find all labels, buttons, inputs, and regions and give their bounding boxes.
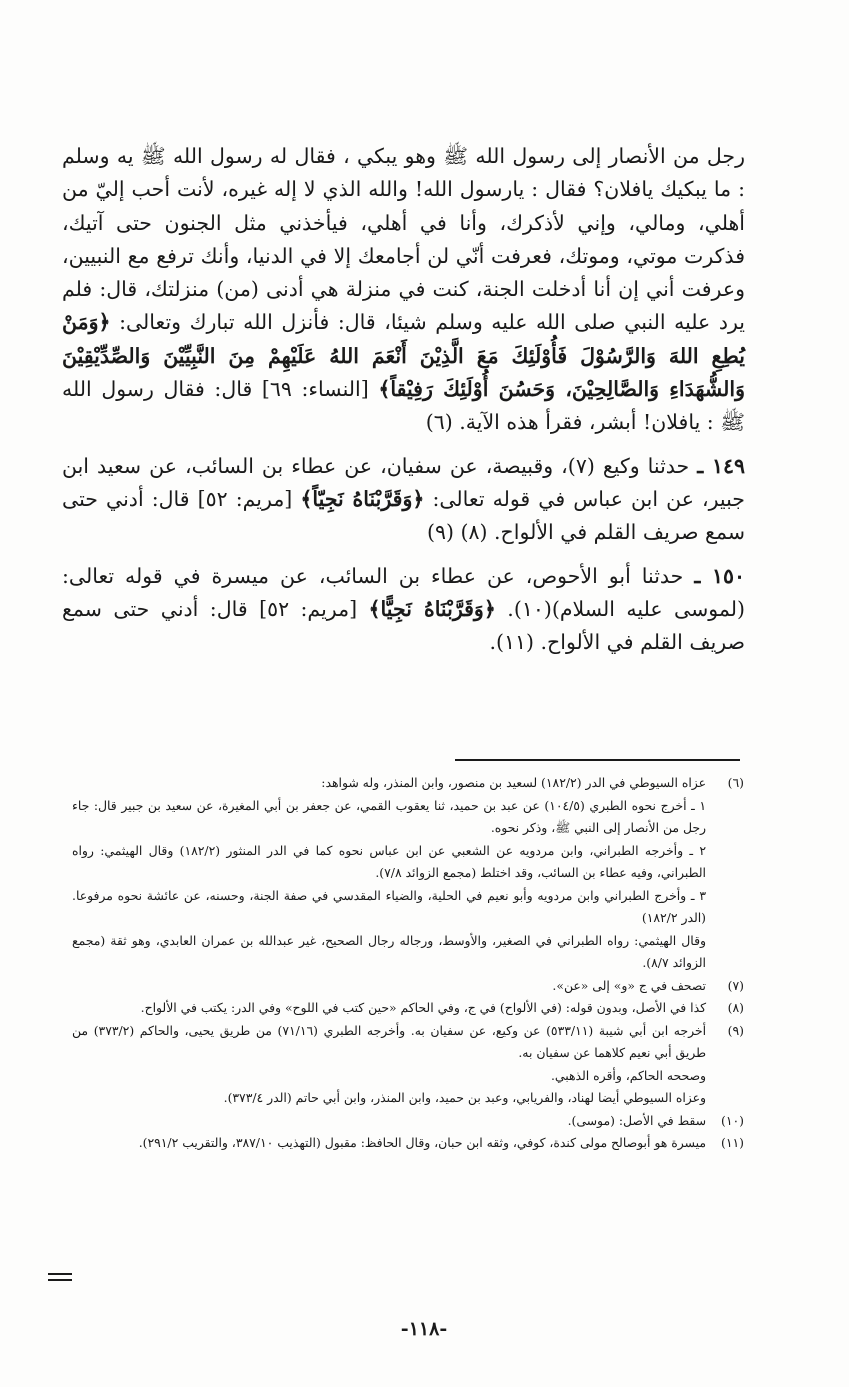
footnote-line: كذا في الأصل، وبدون قوله: (في الألواح) في ج، وفي الحاكم «حين كتب في اللوح» وفي الدر: يكتب في الألواح. — [140, 1000, 706, 1015]
footnote-line: وصححه الحاكم، وأقره الذهبي. — [550, 1067, 706, 1083]
page-number: -١١٨- — [400, 1318, 448, 1340]
quran-verse: ﴿وَمَنْ يُطِعِ اللهَ وَالرَّسُوْلَ فَأُوْلَئِكَ مَعَ الَّذِيْنَ أَنْعَمَ اللهُ عَلَيْهِمْ مِنَ النَّبِيِّيْنَ وَالصِّدِّيْقِيْنَ وَالشُّهَدَاءِ وَالصَّالِحِيْنَ، وَحَسُنَ أُوْلَئِكَ رَفِيْقاً﴾ — [62, 310, 745, 402]
main-text — [62, 140, 745, 659]
quran-verse: ﴿وَقَرَّبْنَاهُ نَجِيّاً﴾ — [300, 486, 425, 511]
footnote-line: ميسرة هو أبوصالح مولى كندة، كوفي، وثقه ابن حبان، وقال الحافظ: مقبول (التهذيب ٣٨٧/١٠، والتقريب ٢٩١/٢). — [138, 1135, 706, 1150]
narration-text: [مريم: ٥٢] قال: أدني حتى سمع صريف القلم في الألواح. (١١). — [62, 596, 745, 655]
hadith-150 — [62, 560, 745, 660]
footnote-line: وعزاه السيوطي أيضا لهناد، والفريابي، وعبد بن حميد، وابن المنذر، وابن أبي حاتم (الدر ٣٧٣/٤). — [223, 1090, 706, 1105]
footnote-mark: (٧) — [727, 977, 744, 993]
footnotes — [72, 772, 744, 1155]
footnote-8 — [72, 997, 744, 1020]
footnote-6 — [72, 772, 744, 975]
continuation-marker — [48, 1273, 72, 1283]
footnote-line: عزاه السيوطي في الدر (١٨٢/٢) لسعيد بن منصور، وابن المنذر، وله شواهد: — [321, 775, 706, 790]
footnote-mark: (٦) — [727, 775, 744, 790]
hadith-149 — [62, 450, 745, 550]
footnote-separator — [455, 759, 740, 761]
hadith-number: ١٥٠ ـ — [694, 563, 745, 588]
footnote-mark: (١٠) — [721, 1112, 744, 1128]
narration-text: رجل من الأنصار إلى رسول الله ﷺ وهو يبكي ، فقال له رسول الله ﷺ يه وسلم : ما يبكيك يافلان؟ فقال : يارسول الله! والله الذي لا إله غيره، لأنت أحب إليّ من أهلي، ومالي، وإني لأذكرك، وأنا في أهلي، فيأخذني مثل الجنون حتى آتيك، فذكرت موتي، وموتك، فعرفت أنّي لن أجامعك إلا في الدنيا، وأنك ترفع مع النبيين، وعرفت أني إن أنا أدخلت الجنة، كنت في منزلة هي أدنى (من) منزلتك، قال: فلم يرد عليه النبي صلى الله عليه وسلم شيئا، قال: فأنزل الله تبارك وتعالى: — [62, 144, 745, 335]
footnote-line: سقط في الأصل: (موسى). — [567, 1112, 706, 1128]
footnote-7 — [72, 975, 744, 998]
narration-text: [النساء: ٦٩] قال: فقال رسول الله ﷺ : يافلان! أبشر، فقرأ هذه الآية. (٦) — [62, 377, 745, 435]
footnote-11 — [72, 1132, 744, 1155]
footnote-9 — [72, 1020, 744, 1110]
footnote-mark: (٩) — [727, 1022, 744, 1038]
footnote-line: ١ ـ أخرج نحوه الطبري (١٠٤/٥) عن عبد بن حميد، ثنا يعقوب القمي، عن جعفر بن أبي المغيرة، عن سعيد بن جبير قال: جاء رجل من الأنصار إلى النبي ﷺ، وذكر نحوه. — [72, 797, 706, 835]
narration-text: حدثنا أبو الأحوص، عن عطاء بن السائب، عن ميسرة في قوله تعالى: (لموسى عليه السلام)(١٠). — [62, 563, 745, 621]
narration-text: حدثنا وكيع (٧)، وقبيصة، عن سفيان، عن عطاء بن السائب، عن سعيد ابن جبير، عن ابن عباس في قوله تعالى: — [62, 453, 745, 511]
quran-verse: ﴿وَقَرَّبْنَاهُ نَجِيًّا﴾ — [368, 596, 496, 621]
footnote-mark: (٨) — [727, 1000, 744, 1015]
footnote-line: أخرجه ابن أبي شيبة (٥٣٣/١١) عن وكيع، عن سفيان به. وأخرجه الطبري (٧١/١٦) من طريق يحيى، والحاكم (٣٧٣/٢) من طريق أبي نعيم كلاهما عن سفيان به. — [72, 1022, 707, 1060]
hadith-paragraph — [62, 140, 745, 440]
footnote-line: تصحف في ج «و» إلى «عن». — [552, 977, 706, 993]
footnote-10 — [72, 1110, 744, 1133]
footnote-line: ٣ ـ وأخرج الطبراني وابن مردويه وأبو نعيم في الحلية، والضياء المقدسي في صفة الجنة، وحسنه، عن عائشة نحوه مرفوعا. (الدر ١٨٢/٢) — [72, 887, 706, 925]
footnote-mark: (١١) — [721, 1135, 744, 1150]
narration-text: [مريم: ٥٢] قال: أدني حتى سمع صريف القلم في الألواح. (٨) (٩) — [62, 486, 745, 545]
hadith-number: ١٤٩ ـ — [697, 453, 745, 478]
footnote-line: وقال الهيثمي: رواه الطبراني في الصغير، والأوسط، ورجاله رجال الصحيح، غير عبدالله بن عمران العابدي، وهو ثقة (مجمع الزوائد ٨/٧). — [72, 932, 706, 970]
footnote-line: ٢ ـ وأخرجه الطبراني، وابن مردويه عن الشعبي عن ابن عباس نحوه كما في الدر المنثور (١٨٢/٢) وقال الهيثمي: رواه الطبراني، وفيه عطاء بن السائب، وقد اختلط (مجمع الزوائد ٧/٨). — [72, 842, 706, 880]
